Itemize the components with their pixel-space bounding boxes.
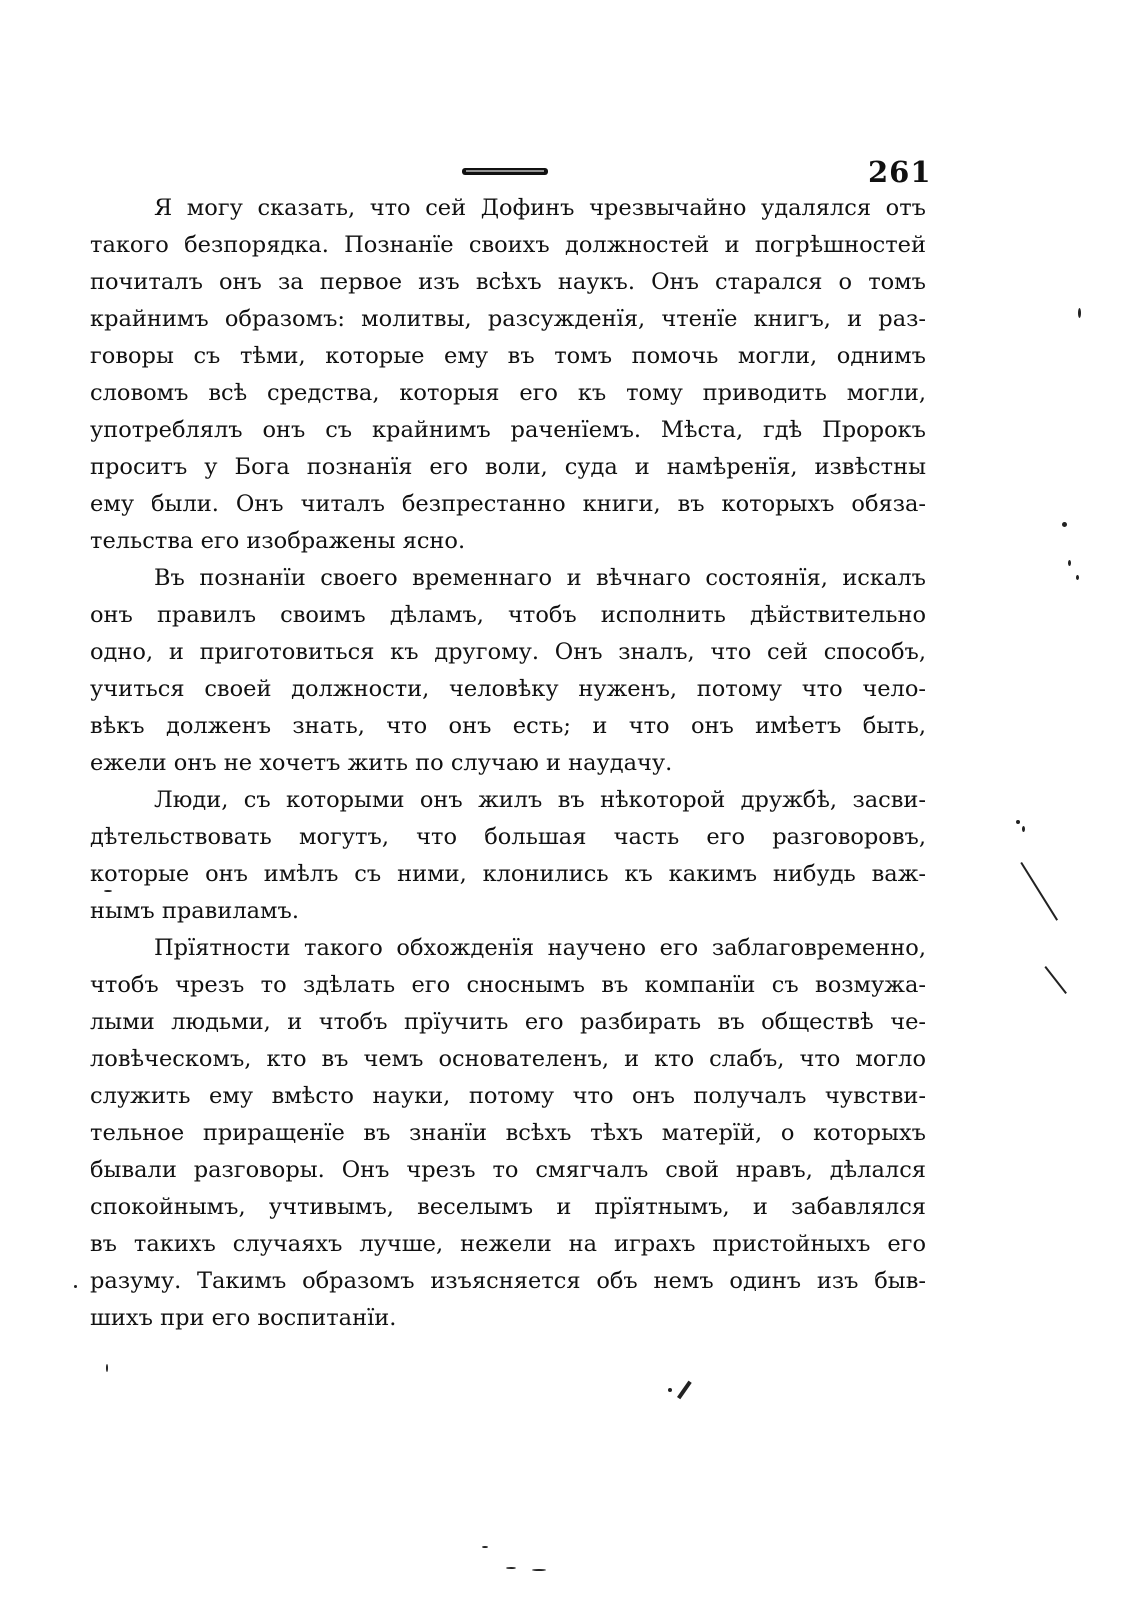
page-number: 261 (868, 155, 932, 189)
scan-speck (1022, 826, 1025, 832)
text-line: разуму. Такимъ образомъ изъясняется объ немъ одинъ изъ быв- (90, 1268, 926, 1294)
text-line: такого безпорядка. Познанїе своихъ должностей и погрѣшностей (90, 232, 926, 258)
scan-speck (1016, 820, 1020, 824)
text-line: въ такихъ случаяхъ лучше, нежели на играхъ пристойныхъ его (90, 1231, 926, 1257)
text-line: Люди, съ которыми онъ жилъ въ нѣкоторой дружбѣ, засви- (154, 787, 926, 813)
text-line: учиться своей должности, человѣку нуженъ, потому что чело- (90, 676, 926, 702)
scan-mark (1044, 966, 1067, 994)
scan-speck (104, 890, 112, 892)
scan-speck (482, 1546, 488, 1548)
text-line: лыми людьми, и чтобъ прїучить его разбирать въ обществѣ че- (90, 1009, 926, 1035)
scan-speck (1068, 560, 1071, 566)
text-line: говоры съ тѣми, которые ему въ томъ помочь могли, однимъ (90, 343, 926, 369)
text-line: почиталъ онъ за первое изъ всѣхъ наукъ. Онъ старался о томъ (90, 269, 926, 295)
text-line: дѣтельствовать могутъ, что большая часть его разговоровъ, (90, 824, 926, 850)
text-line: шихъ при его воспитанїи. (90, 1305, 397, 1331)
text-line: ему были. Онъ читалъ безпрестанно книги, въ которыхъ обяза- (90, 491, 926, 517)
text-line: нымъ правиламъ. (90, 898, 300, 924)
text-line: тельства его изображены ясно. (90, 528, 466, 554)
scan-speck (506, 1567, 516, 1569)
body-text (90, 190, 926, 1337)
text-line: ловѣческомъ, кто въ чемъ основателенъ, и кто слабъ, что могло (90, 1046, 926, 1072)
scan-speck (532, 1569, 546, 1571)
scan-mark (677, 1381, 692, 1400)
text-line: словомъ всѣ средства, которыя его къ тому приводить могли, (90, 380, 926, 406)
text-line: проситъ у Бога познанїя его воли, суда и намѣренїя, извѣстны (90, 454, 926, 480)
text-line: ежели онъ не хочетъ жить по случаю и наудачу. (90, 750, 673, 776)
scan-speck (74, 1285, 77, 1288)
text-line: одно, и приготовиться къ другому. Онъ зналъ, что сей способъ, (90, 639, 926, 665)
scan-mark (1020, 862, 1058, 921)
scan-speck (1078, 308, 1081, 318)
text-line: служить ему вмѣсто науки, потому что онъ получалъ чувстви- (90, 1083, 926, 1109)
text-line: крайнимъ образомъ: молитвы, разсужденїя, чтенїе книгъ, и раз- (90, 306, 926, 332)
text-line: Въ познанїи своего временнаго и вѣчнаго состоянїя, искалъ (154, 565, 926, 591)
text-line: тельное приращенїе въ знанїи всѣхъ тѣхъ матерїй, о которыхъ (90, 1120, 926, 1146)
scan-speck (1076, 575, 1079, 580)
text-line: употреблялъ онъ съ крайнимъ раченїемъ. Мѣста, гдѣ Пророкъ (90, 417, 926, 443)
text-line: спокойнымъ, учтивымъ, веселымъ и прїятнымъ, и забавлялся (90, 1194, 926, 1220)
text-line: которые онъ имѣлъ съ ними, клонились къ какимъ нибудь важ- (90, 861, 926, 887)
text-line: Я могу сказать, что сей Дофинъ чрезвычайно удалялся отъ (154, 195, 926, 221)
text-line: бывали разговоры. Онъ чрезъ то смягчалъ свой нравъ, дѣлался (90, 1157, 926, 1183)
scan-speck (668, 1388, 672, 1392)
text-line: онъ правилъ своимъ дѣламъ, чтобъ исполнить дѣйствительно (90, 602, 926, 628)
text-line: Прїятности такого обхожденїя научено его заблаговременно, (154, 935, 926, 961)
text-line: чтобъ чрезъ то здѣлать его сноснымъ въ компанїи съ возмужа- (90, 972, 926, 998)
scan-speck (1062, 522, 1067, 527)
scan-speck (106, 1364, 108, 1372)
text-line: вѣкъ долженъ знать, что онъ есть; и что онъ имѣетъ быть, (90, 713, 926, 739)
header-ornament-rule (462, 168, 548, 175)
